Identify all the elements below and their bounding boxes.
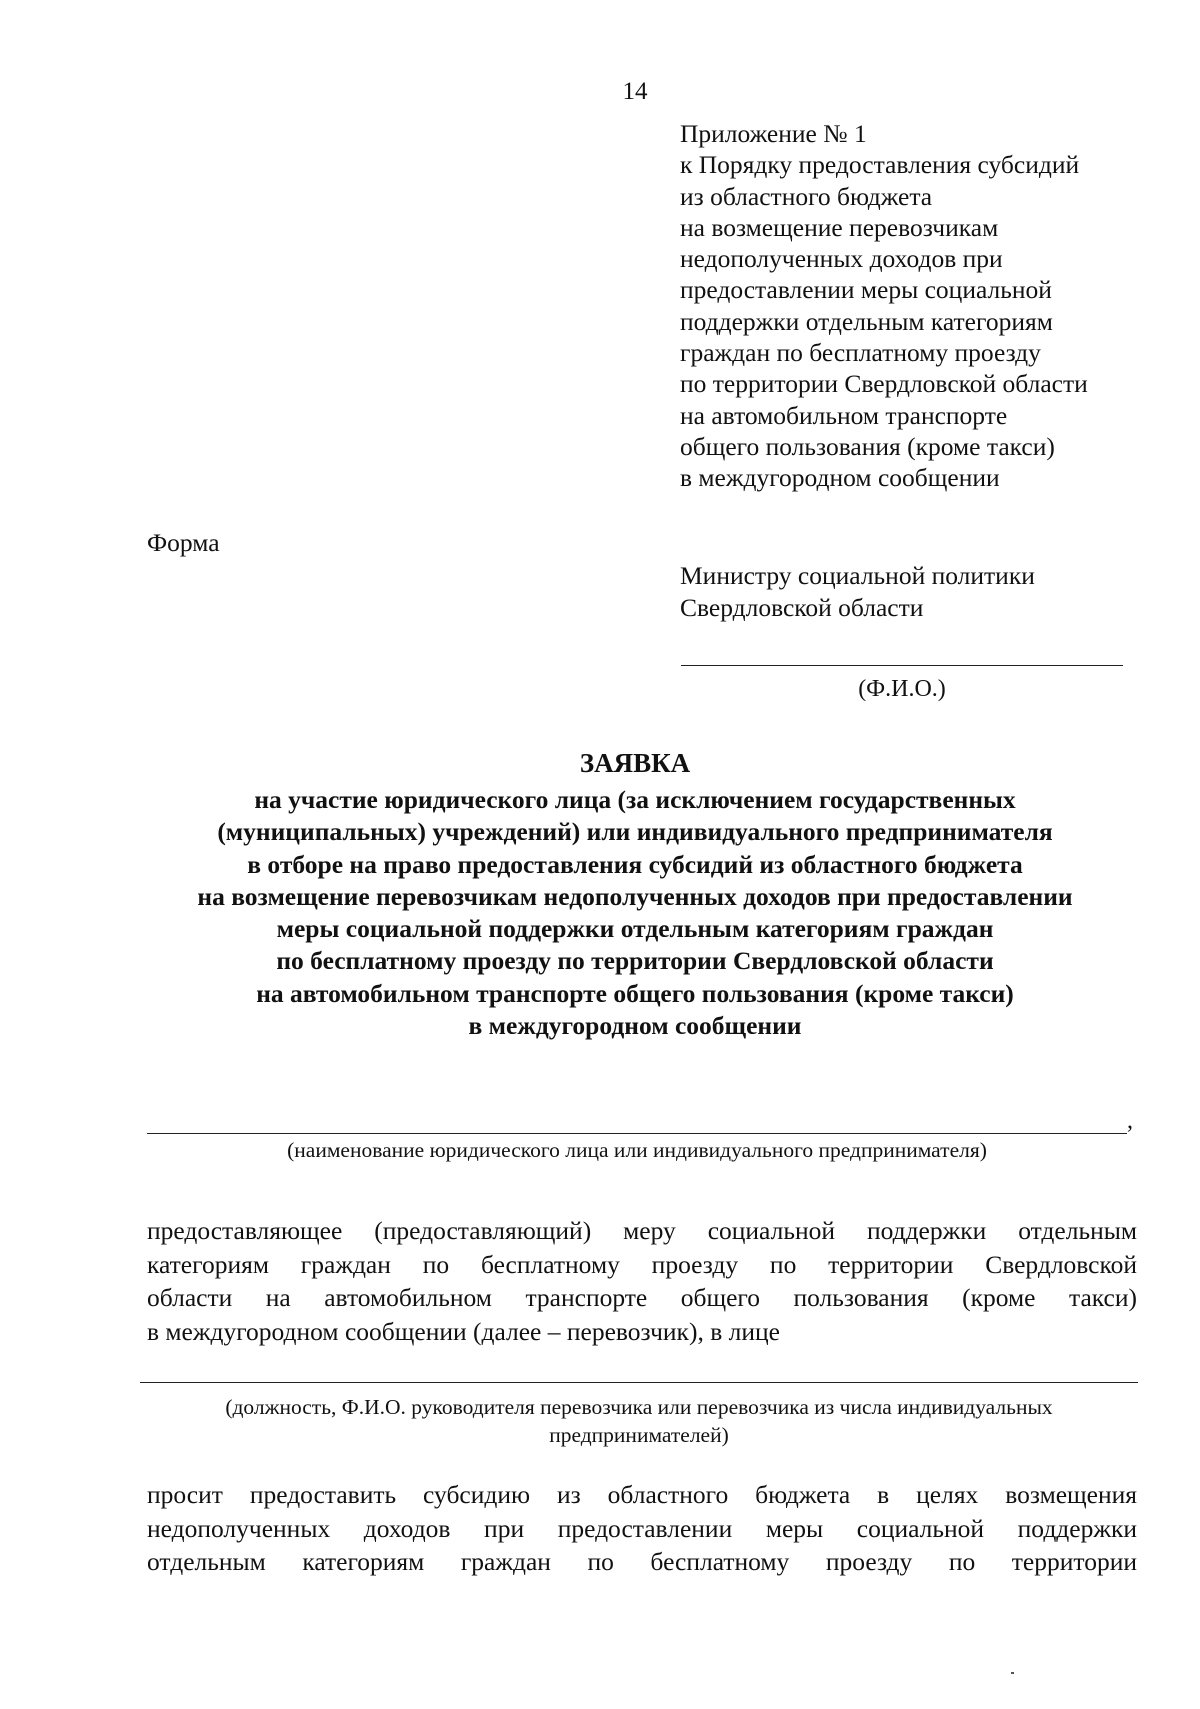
- appendix-line: граждан по бесплатному проезду: [680, 338, 1041, 368]
- position-caption-line: предпринимателей): [549, 1423, 729, 1447]
- position-blank-line: [140, 1382, 1138, 1383]
- subtitle-line: на возмещение перевозчикам недополученных доходов при предоставлении: [197, 881, 1073, 911]
- subtitle-line: в отборе на право предоставления субсидий из областного бюджета: [247, 849, 1023, 879]
- paragraph-line: категориям граждан по бесплатному проезду по территории Свердловской: [147, 1249, 1137, 1279]
- paragraph-request: [147, 1478, 1137, 1579]
- appendix-line: общего пользования (кроме такси): [680, 431, 1055, 461]
- page-number: 14: [622, 78, 648, 105]
- recipient-line: Министру социальной политики: [680, 561, 1035, 590]
- scan-speck: [1011, 1672, 1014, 1674]
- entity-name-blank-line: [147, 1133, 1127, 1134]
- subtitle-line: в междугородном сообщении: [468, 1011, 802, 1041]
- entity-name-caption: (наименование юридического лица или индивидуального предпринимателя): [287, 1138, 987, 1162]
- recipient-block: [680, 560, 1035, 624]
- appendix-line: в междугородном сообщении: [680, 463, 1000, 493]
- appendix-line: на автомобильном транспорте: [680, 400, 1008, 430]
- paragraph-line: отдельным категориям граждан по бесплатному проезду по территории: [147, 1547, 1137, 1576]
- fio-caption: (Ф.И.О.): [858, 676, 946, 702]
- appendix-line: из областного бюджета: [680, 181, 933, 211]
- paragraph-provider: [147, 1214, 1137, 1348]
- fio-blank-line: [681, 665, 1123, 666]
- form-label: Форма: [147, 528, 220, 557]
- appendix-line: Приложение № 1: [680, 119, 867, 148]
- subtitle-line: по бесплатному проезду по территории Свердловской области: [276, 946, 994, 976]
- document-subtitle: [0, 784, 1200, 1042]
- paragraph-line: недополученных доходов при предоставлении меры социальной поддержки: [147, 1513, 1137, 1543]
- appendix-line: поддержки отдельным категориям: [680, 306, 1053, 336]
- paragraph-line: области на автомобильном транспорте общего пользования (кроме такси): [147, 1283, 1137, 1312]
- position-caption: [140, 1393, 1138, 1449]
- recipient-line: Свердловской области: [680, 593, 924, 622]
- position-caption-line: (должность, Ф.И.О. руководителя перевозчика или перевозчика из числа индивидуальных: [225, 1395, 1053, 1419]
- appendix-line: к Порядку предоставления субсидий: [680, 150, 1080, 180]
- entity-name-comma: ,: [1127, 1108, 1133, 1134]
- paragraph-line: в междугородном сообщении (далее – перевозчик), в лице: [147, 1316, 780, 1346]
- appendix-line: на возмещение перевозчикам: [680, 212, 999, 242]
- subtitle-line: меры социальной поддержки отдельным категориям граждан: [276, 914, 994, 944]
- subtitle-line: (муниципальных) учреждений) или индивидуального предпринимателя: [217, 817, 1053, 847]
- paragraph-line: предоставляющее (предоставляющий) меру социальной поддержки отдельным: [147, 1216, 1137, 1245]
- appendix-header: [680, 118, 1150, 494]
- document-title: ЗАЯВКА: [579, 748, 691, 778]
- appendix-line: недополученных доходов при: [680, 244, 1003, 274]
- appendix-line: предоставлении меры социальной: [680, 275, 1052, 305]
- subtitle-line: на участие юридического лица (за исключением государственных: [254, 785, 1016, 814]
- paragraph-line: просит предоставить субсидию из областного бюджета в целях возмещения: [147, 1480, 1137, 1509]
- appendix-line: по территории Свердловской области: [680, 369, 1088, 399]
- subtitle-line: на автомобильном транспорте общего пользования (кроме такси): [256, 978, 1014, 1008]
